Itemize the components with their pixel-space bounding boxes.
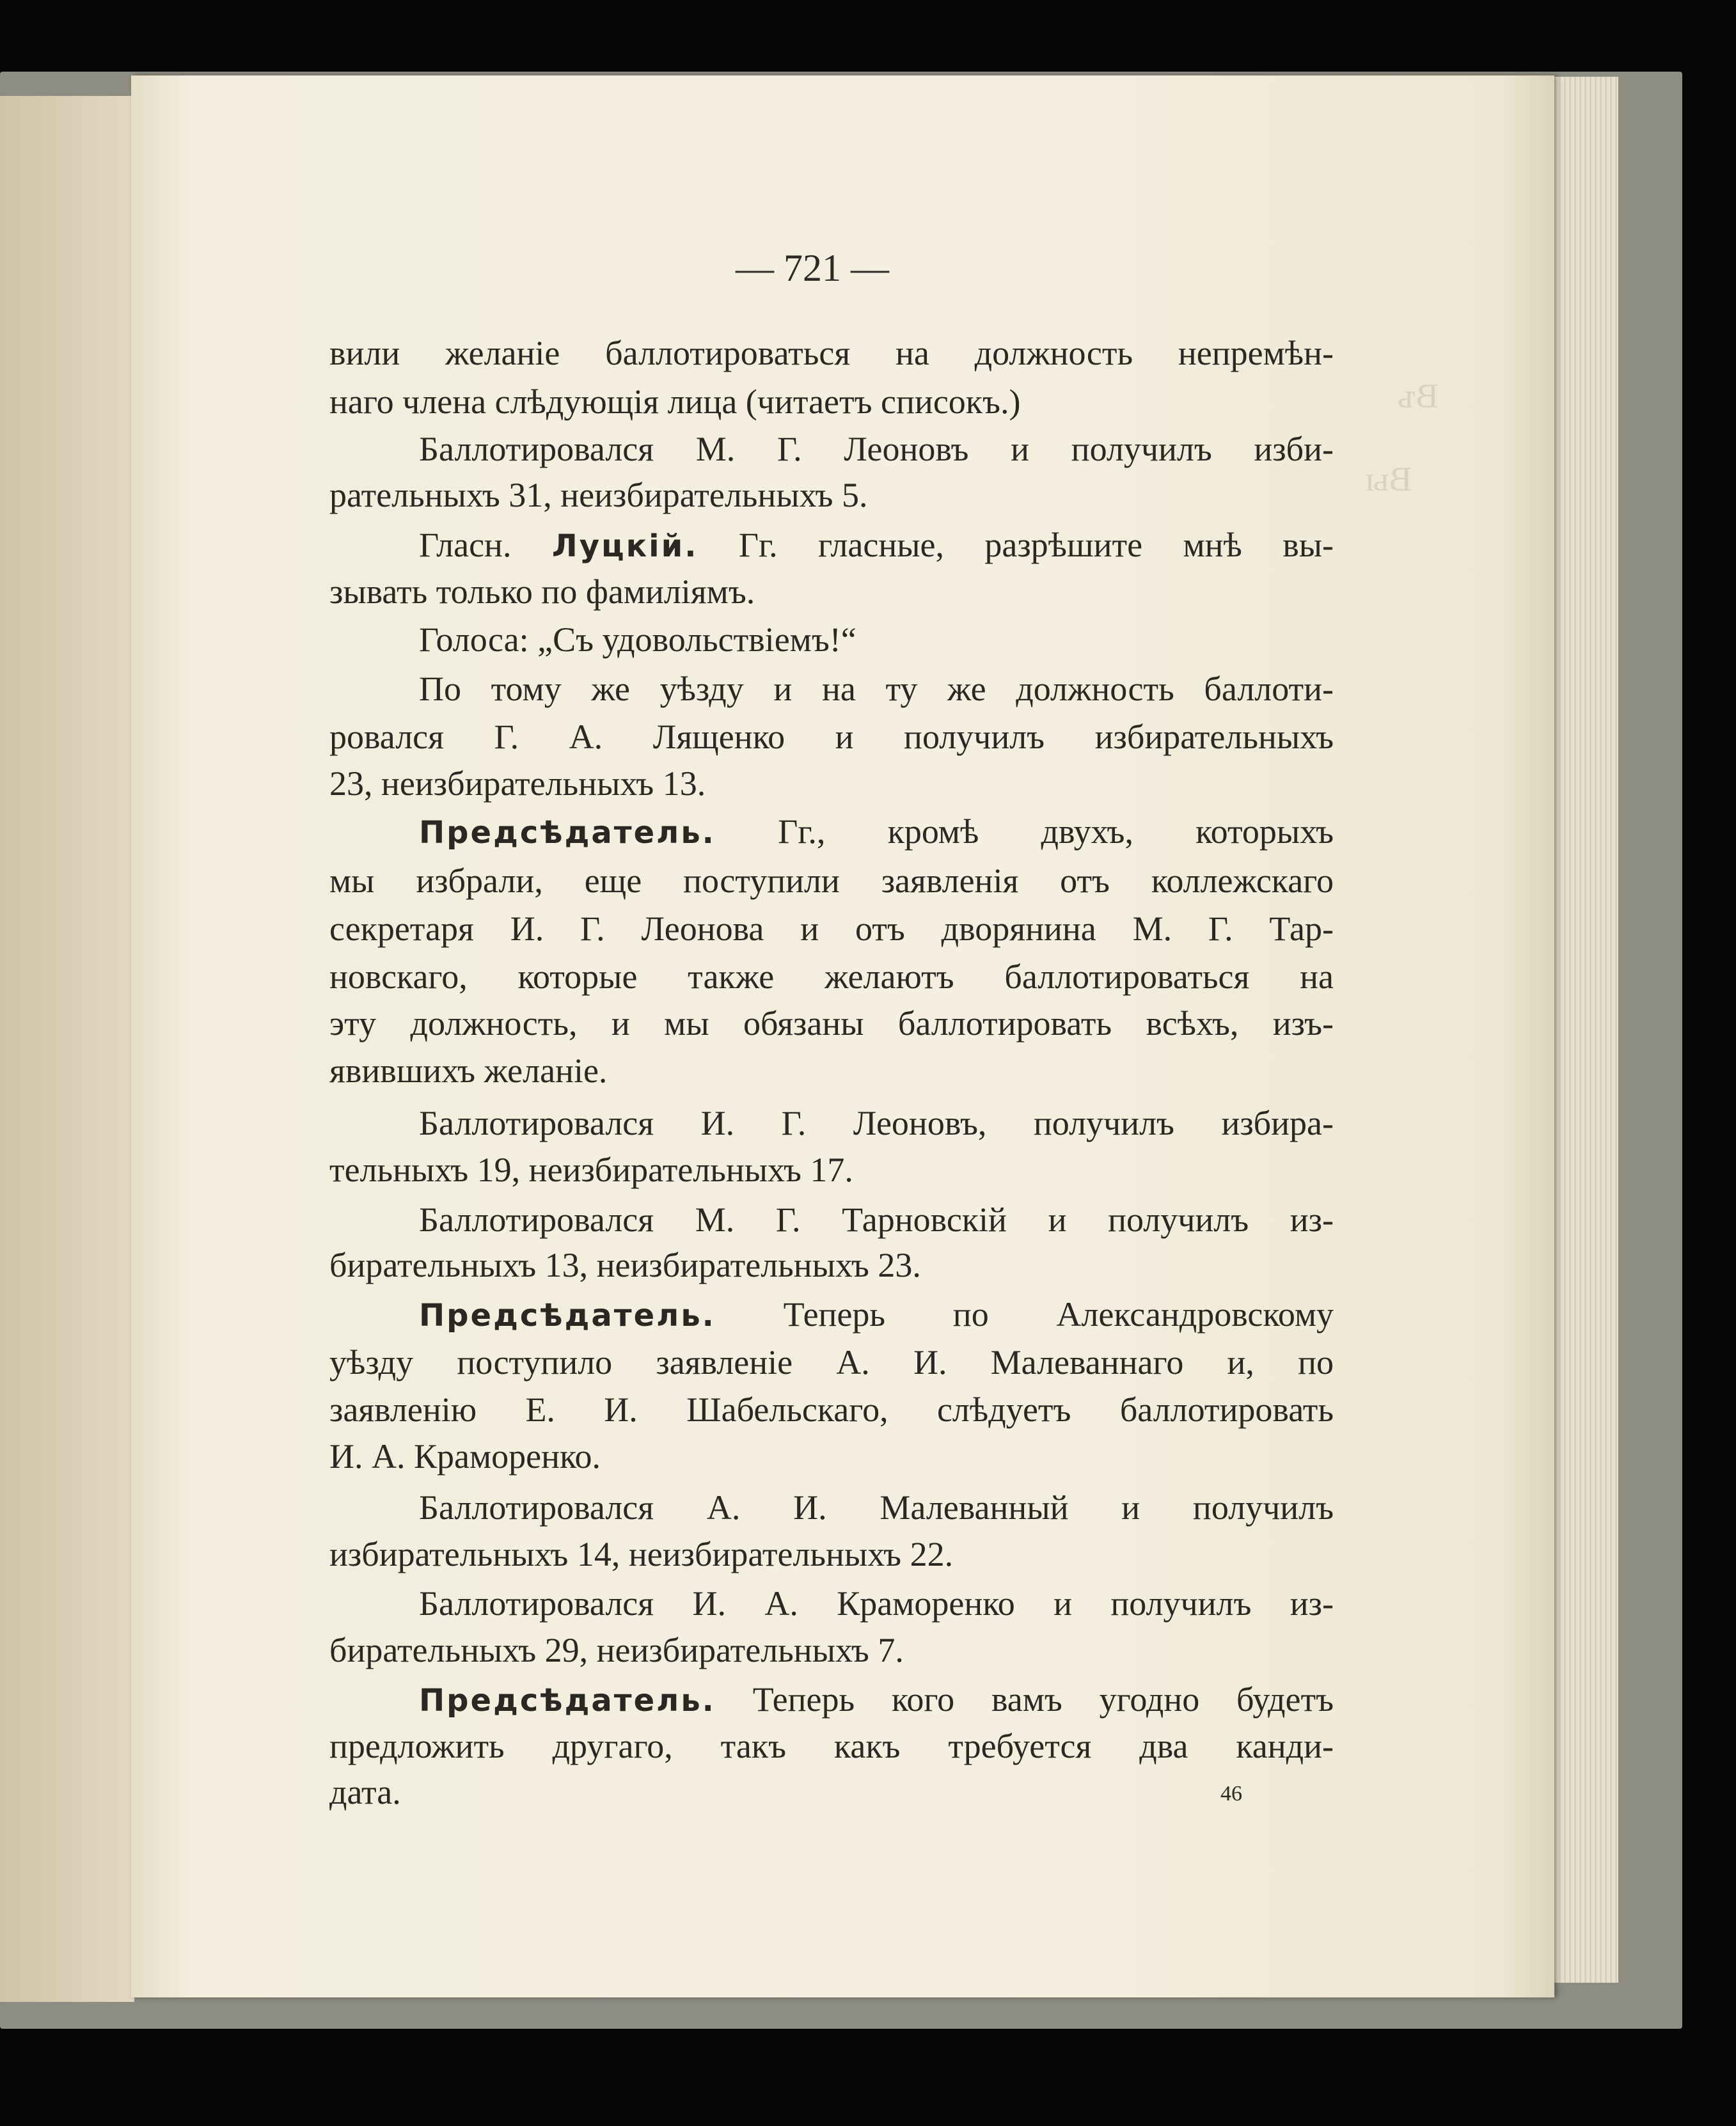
- speaker-name: Луцкій.: [551, 528, 698, 564]
- text-line: рательныхъ 31, неизбирательныхъ 5.: [329, 476, 868, 514]
- speaker-name: Предсѣдатель.: [419, 1298, 716, 1334]
- text-line: бирательныхъ 13, неизбирательныхъ 23.: [329, 1246, 921, 1284]
- text-line: Баллотировался И. Г. Леоновъ, получилъ избира-: [419, 1104, 1334, 1142]
- text-fragment: Гг. гласные, разрѣшите мнѣ вы-: [698, 526, 1334, 564]
- text-line: новскаго, которые также желаютъ баллотироваться на: [329, 957, 1334, 996]
- text-line: Баллотировался М. Г. Тарновскій и получилъ из-: [419, 1201, 1334, 1239]
- text-line: заявленію Е. И. Шабельскаго, слѣдуетъ баллотировать: [329, 1390, 1334, 1429]
- page-number: — 721 —: [736, 247, 889, 289]
- text-line: [419, 811, 1334, 853]
- text-line: дата.: [329, 1773, 401, 1811]
- text-fragment: Гг., кромѣ двухъ, которыхъ: [715, 812, 1334, 851]
- text-line: 23, неизбирательныхъ 13.: [329, 764, 706, 803]
- text-line: тельныхъ 19, неизбирательныхъ 17.: [329, 1151, 853, 1189]
- text-line: Баллотировался М. Г. Леоновъ и получилъ изби-: [419, 430, 1334, 468]
- text-line: [419, 1294, 1334, 1336]
- text-line: зывать только по фамиліямъ.: [329, 572, 755, 611]
- text-line: По тому же уѣзду и на ту же должность баллоти-: [419, 670, 1334, 708]
- facing-page-edge: [0, 96, 134, 2002]
- text-line: предложить другаго, такъ какъ требуется два канди-: [329, 1727, 1334, 1765]
- text-fragment: Гласн.: [419, 526, 552, 564]
- text-line: [419, 524, 1334, 567]
- text-line: эту должность, и мы обязаны баллотировать всѣхъ, изъ-: [329, 1004, 1334, 1043]
- speaker-name: Предсѣдатель.: [419, 1683, 716, 1719]
- text-line: И. А. Краморенко.: [329, 1437, 601, 1476]
- signature-mark: 46: [1220, 1782, 1242, 1806]
- text-line: ровался Г. А. Лященко и получилъ избирательныхъ: [329, 718, 1334, 756]
- text-fragment: Теперь кого вамъ угодно будетъ: [715, 1680, 1334, 1719]
- text-fragment: Теперь по Александровскому: [715, 1295, 1334, 1334]
- text-line: секретаря И. Г. Леонова и отъ дворянина М. Г. Тар-: [329, 909, 1334, 948]
- show-through-text: Въ: [1398, 377, 1439, 415]
- text-line: Баллотировался И. А. Краморенко и получилъ из-: [419, 1584, 1334, 1623]
- speaker-name: Предсѣдатель.: [419, 815, 716, 851]
- text-line: наго члена слѣдующія лица (читаетъ списокъ.): [329, 382, 1021, 421]
- text-line: Баллотировался А. И. Малеванный и получилъ: [419, 1488, 1334, 1527]
- text-line: бирательныхъ 29, неизбирательныхъ 7.: [329, 1631, 904, 1669]
- text-line: [419, 1679, 1334, 1721]
- show-through-text: Вы: [1366, 460, 1412, 498]
- text-line: избирательныхъ 14, неизбирательныхъ 22.: [329, 1535, 954, 1573]
- text-line: вили желаніе баллотироваться на должность непремѣн-: [329, 334, 1334, 372]
- text-line: явившихъ желаніе.: [329, 1051, 608, 1090]
- text-line: уѣзду поступило заявленіе А. И. Малеваннаго и, по: [329, 1343, 1334, 1382]
- text-line: мы избрали, еще поступили заявленія отъ коллежскаго: [329, 862, 1334, 900]
- text-line: Голоса: „Съ удовольствіемъ!“: [419, 620, 856, 659]
